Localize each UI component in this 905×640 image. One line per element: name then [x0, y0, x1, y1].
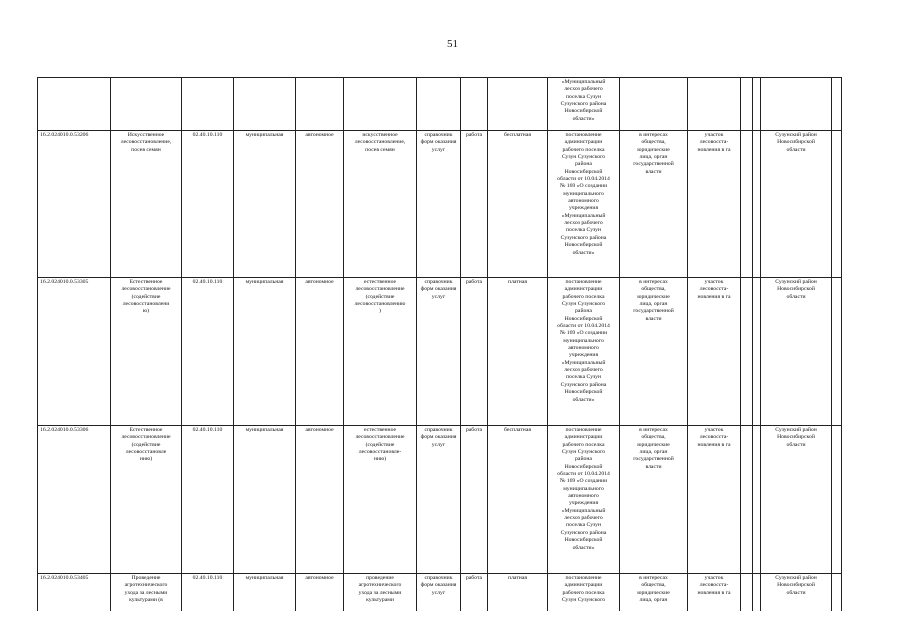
kind-cell [461, 278, 488, 426]
payment-text: платная [508, 279, 527, 285]
service-name-text: Проведение агротехнического ухода за лесными культурами (в [124, 575, 168, 604]
service-name-text: Естественное лесовосстановление (содействие лесовосстановле нию) [121, 427, 171, 463]
okved-cell [182, 278, 234, 426]
form-cell [417, 426, 461, 574]
table-row [38, 131, 842, 278]
kind-cell [461, 131, 488, 278]
consumers-cell [620, 278, 688, 426]
empty-cell [832, 278, 842, 426]
basis-cell [548, 278, 620, 426]
territory-text: Сузунский район Новосибирской области [775, 575, 817, 596]
consumers-cell [620, 131, 688, 278]
indicator-cell [688, 131, 741, 278]
service-name-text: Естественное лесовосстановление (содействие лесовосстановлени ю) [121, 279, 171, 315]
basis-cell [548, 131, 620, 278]
service-name-cell [111, 131, 182, 278]
payment-cell [488, 426, 548, 574]
territory-text: Сузунский район Новосибирской области [775, 132, 817, 153]
empty-cell [832, 131, 842, 278]
consumers-text: в интересах общества, юридические лица, орган [637, 575, 670, 604]
institution-type-cell [234, 131, 296, 278]
institution-type-cell [234, 278, 296, 426]
payment-text: бесплатная [504, 427, 531, 433]
service-name-cell [111, 278, 182, 426]
kind-cell [461, 426, 488, 574]
content-text: искусственное лесовосстановление, посев семян [354, 132, 406, 153]
territory-cell [761, 426, 832, 574]
basis-text: постановление администрации рабочего поселка Сузун Сузунского района Новосибирской области от 10.04.2014 № 169 «О создании муниципального автономного учреждения «Муниципальный лесхоз рабочего поселка Сузун Сузунского района Новосибирской области» [557, 427, 610, 551]
indicator-text: участок лесовосста- новления в га [697, 279, 731, 300]
code-text: 16.2.024010.0.53206 [40, 132, 89, 138]
org-type-text: автономное [305, 575, 334, 581]
empty-cell [753, 426, 761, 574]
org-type-cell [296, 131, 344, 278]
payment-text: бесплатная [504, 132, 531, 138]
institution-type-text: муниципальная [245, 575, 284, 581]
code-text: 16.2.024010.0.53405 [40, 575, 89, 581]
content-text: естественное лесовосстановление (содействие лесовосстановлению ) [354, 279, 406, 315]
service-name-text: Искусственное лесовосстановление, посев семян [120, 132, 172, 153]
content-cell [344, 426, 417, 574]
institution-type-cell [234, 426, 296, 574]
basis-cell [548, 78, 620, 131]
form-text: справочник форм оказания услуг [420, 279, 457, 300]
kind-text: работа [465, 132, 483, 138]
code-cell [38, 278, 111, 426]
payment-cell [488, 131, 548, 278]
table-row [38, 426, 842, 574]
consumers-cell [620, 426, 688, 574]
org-type-text: автономное [305, 427, 334, 433]
org-type-text: автономное [305, 279, 334, 285]
empty-cell [741, 131, 753, 278]
territory-cell [761, 278, 832, 426]
indicator-cell [688, 426, 741, 574]
services-register-table [37, 77, 842, 620]
content-cell [344, 131, 417, 278]
service-name-cell [111, 426, 182, 574]
okved-text: 02.40.10.110 [192, 427, 223, 433]
form-text: справочник форм оказания услуг [420, 575, 457, 596]
institution-type-text: муниципальная [245, 279, 284, 285]
content-cell [344, 278, 417, 426]
basis-text: постановление администрации рабочего поселка Сузун Сузунского района Новосибирской области от 10.04.2014 № 169 «О создании муниципального автономного учреждения «Муниципальный лесхоз рабочего поселка Сузун Сузунского района Новосибирской области» [557, 279, 610, 403]
org-type-text: автономное [305, 132, 334, 138]
code-text: 16.2.024010.0.53306 [40, 427, 89, 433]
page-bottom-cut [0, 611, 905, 640]
consumers-text: в интересах общества, юридические лица, орган государственной власти [633, 427, 674, 470]
empty-cell [741, 426, 753, 574]
okved-cell [182, 426, 234, 574]
consumers-text: в интересах общества, юридические лица, орган государственной власти [633, 132, 674, 175]
code-text: 16.2.024010.0.53305 [40, 279, 89, 285]
institution-type-text: муниципальная [245, 427, 284, 433]
form-text: справочник форм оказания услуг [420, 427, 457, 448]
code-cell [38, 426, 111, 574]
org-type-cell [296, 426, 344, 574]
table-row [38, 278, 842, 426]
indicator-cell [688, 278, 741, 426]
okved-cell [182, 131, 234, 278]
empty-cell [832, 426, 842, 574]
territory-cell [761, 131, 832, 278]
basis-cell [548, 426, 620, 574]
indicator-text: участок лесовосста- новления в га [697, 575, 731, 596]
payment-cell [488, 278, 548, 426]
okved-text: 02.40.10.110 [192, 279, 223, 285]
empty-cell [741, 278, 753, 426]
page-number: 51 [447, 38, 458, 50]
content-text: естественное лесовосстановление (содействие лесовосстановле- нию) [355, 427, 405, 463]
territory-text: Сузунский район Новосибирской области [775, 427, 817, 448]
payment-text: платная [508, 575, 527, 581]
form-cell [417, 131, 461, 278]
code-cell [38, 131, 111, 278]
empty-cell [753, 131, 761, 278]
form-cell [417, 278, 461, 426]
kind-text: работа [465, 279, 483, 285]
kind-text: работа [465, 575, 483, 581]
form-text: справочник форм оказания услуг [420, 132, 457, 153]
basis-text: «Муниципальный лесхоз рабочего поселка Сузун Сузунского района Новосибирской области» [560, 79, 607, 122]
empty-cell [753, 278, 761, 426]
okved-text: 02.40.10.110 [192, 575, 223, 581]
basis-text: постановление администрации рабочего поселка Сузун Сузунского [561, 575, 606, 604]
institution-type-text: муниципальная [245, 132, 284, 138]
content-text: проведение агротехнического ухода за лесными культурами [358, 575, 402, 604]
consumers-text: в интересах общества, юридические лица, орган государственной власти [633, 279, 674, 322]
basis-text: постановление администрации рабочего поселка Сузун Сузунского района Новосибирской области от 10.04.2014 № 169 «О создании муниципального автономного учреждения «Муниципальный лесхоз рабочего поселка Сузун Сузунского района Новосибирской области» [557, 132, 610, 256]
org-type-cell [296, 278, 344, 426]
territory-text: Сузунский район Новосибирской области [775, 279, 817, 300]
table-row-continuation [38, 78, 842, 131]
indicator-text: участок лесовосста- новления в га [697, 132, 731, 153]
okved-text: 02.40.10.110 [192, 132, 223, 138]
indicator-text: участок лесовосста- новления в га [697, 427, 731, 448]
kind-text: работа [465, 427, 483, 433]
